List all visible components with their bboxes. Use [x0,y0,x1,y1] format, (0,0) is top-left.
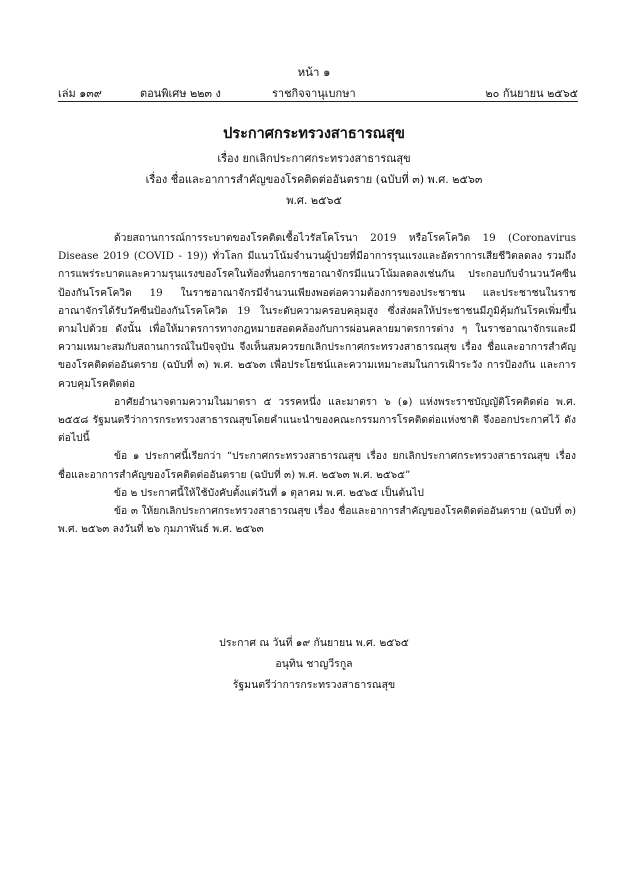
paragraph-preamble: ด้วยสถานการณ์การระบาดของโรคติดเชื้อไวรัสโคโรนา 2019 หรือโรคโควิด 19 (Coronavirus Disease 2019 (COVID - 19)) ทั่วโลก มีแนวโน้มจำนวนผู้ป่วยที่มีอาการรุนแรงและอัตราการเสียชีวิตลดลง รวมถึงการแพร่ระบาดและความรุนแรงของโรคในท้องที่นอกราชอาณาจักรมีแนวโน้มลดลงเช่นกัน ประกอบกับจำนวนวัคซีนป้องกันโรคโควิด 19 ในราชอาณาจักรมีจำนวนเพียงพอต่อความต้องการของประชาชน และประชาชนในราชอาณาจักรได้รับวัคซีนป้องกันโรคโควิด 19 ในระดับความครอบคลุมสูง ซึ่งส่งผลให้ประชาชนมีภูมิคุ้มกันโรคเพิ่มขึ้นตามไปด้วย ดังนั้น เพื่อให้มาตรการทางกฎหมายสอดคล้องกับการผ่อนคลายมาตรการต่าง ๆ ในราชอาณาจักรและมีความเหมาะสมกับสถานการณ์ในปัจจุบัน จึงเห็นสมควรยกเลิกประกาศกระทรวงสาธารณสุข เรื่อง ชื่อและอาการสำคัญของโรคติดต่ออันตราย (ฉบับที่ ๓) พ.ศ. ๒๕๖๓ เพื่อประโยชน์และความเหมาะสมในการเฝ้าระวัง การป้องกัน และการควบคุมโรคติดต่อ [58,232,576,390]
announcement-body [58,229,576,538]
header-volume: เล่ม ๑๓๙ [58,87,102,100]
announcement-title: ประกาศกระทรวงสาธารณสุข [223,125,405,142]
header-section: ตอนพิเศษ ๒๒๓ ง [140,87,221,100]
clause-1: ข้อ ๑ ประกาศนี้เรียกว่า “ประกาศกระทรวงสาธารณสุข เรื่อง ยกเลิกประกาศกระทรวงสาธารณสุข เรื่อง ชื่อและอาการสำคัญของโรคติดต่ออันตราย (ฉบับที่ ๓) พ.ศ. ๒๕๖๓ พ.ศ. ๒๕๖๕” [58,450,576,481]
clause-2: ข้อ ๒ ประกาศนี้ให้ใช้บังคับตั้งแต่วันที่ ๑ ตุลาคม พ.ศ. ๒๕๖๕ เป็นต้นไป [114,486,424,499]
header-gazette: ราชกิจจานุเบกษา [272,87,356,100]
subject-line-1: เรื่อง ยกเลิกประกาศกระทรวงสาธารณสุข [217,152,411,165]
signatory-name: อนุทิน ชาญวีรกูล [275,658,353,670]
signature-date: ประกาศ ณ วันที่ ๑๙ กันยายน พ.ศ. ๒๕๖๕ [219,637,409,649]
subject-line-2: เรื่อง ชื่อและอาการสำคัญของโรคติดต่ออันตราย (ฉบับที่ ๓) พ.ศ. ๒๕๖๓ [145,173,483,186]
subject-year: พ.ศ. ๒๕๖๕ [286,194,342,207]
header-date: ๒๐ กันยายน ๒๕๖๕ [485,87,578,100]
gazette-header [58,84,578,100]
clause-3: ข้อ ๓ ให้ยกเลิกประกาศกระทรวงสาธารณสุข เรื่อง ชื่อและอาการสำคัญของโรคติดต่ออันตราย (ฉบับที่ ๓) พ.ศ. ๒๕๖๓ ลงวันที่ ๒๖ กุมภาพันธ์ พ.ศ. ๒๕๖๓ [58,505,576,536]
paragraph-authority: อาศัยอำนาจตามความในมาตรา ๕ วรรคหนึ่ง และมาตรา ๖ (๑) แห่งพระราชบัญญัติโรคติดต่อ พ.ศ. ๒๕๕๘ รัฐมนตรีว่าการกระทรวงสาธารณสุขโดยคำแนะนำของคณะกรรมการโรคติดต่อแห่งชาติ จึงออกประกาศไว้ ดังต่อไปนี้ [58,395,576,445]
header-divider [58,101,578,102]
signatory-position: รัฐมนตรีว่าการกระทรวงสาธารณสุข [232,679,396,691]
page-number: หน้า ๑ [297,65,331,79]
